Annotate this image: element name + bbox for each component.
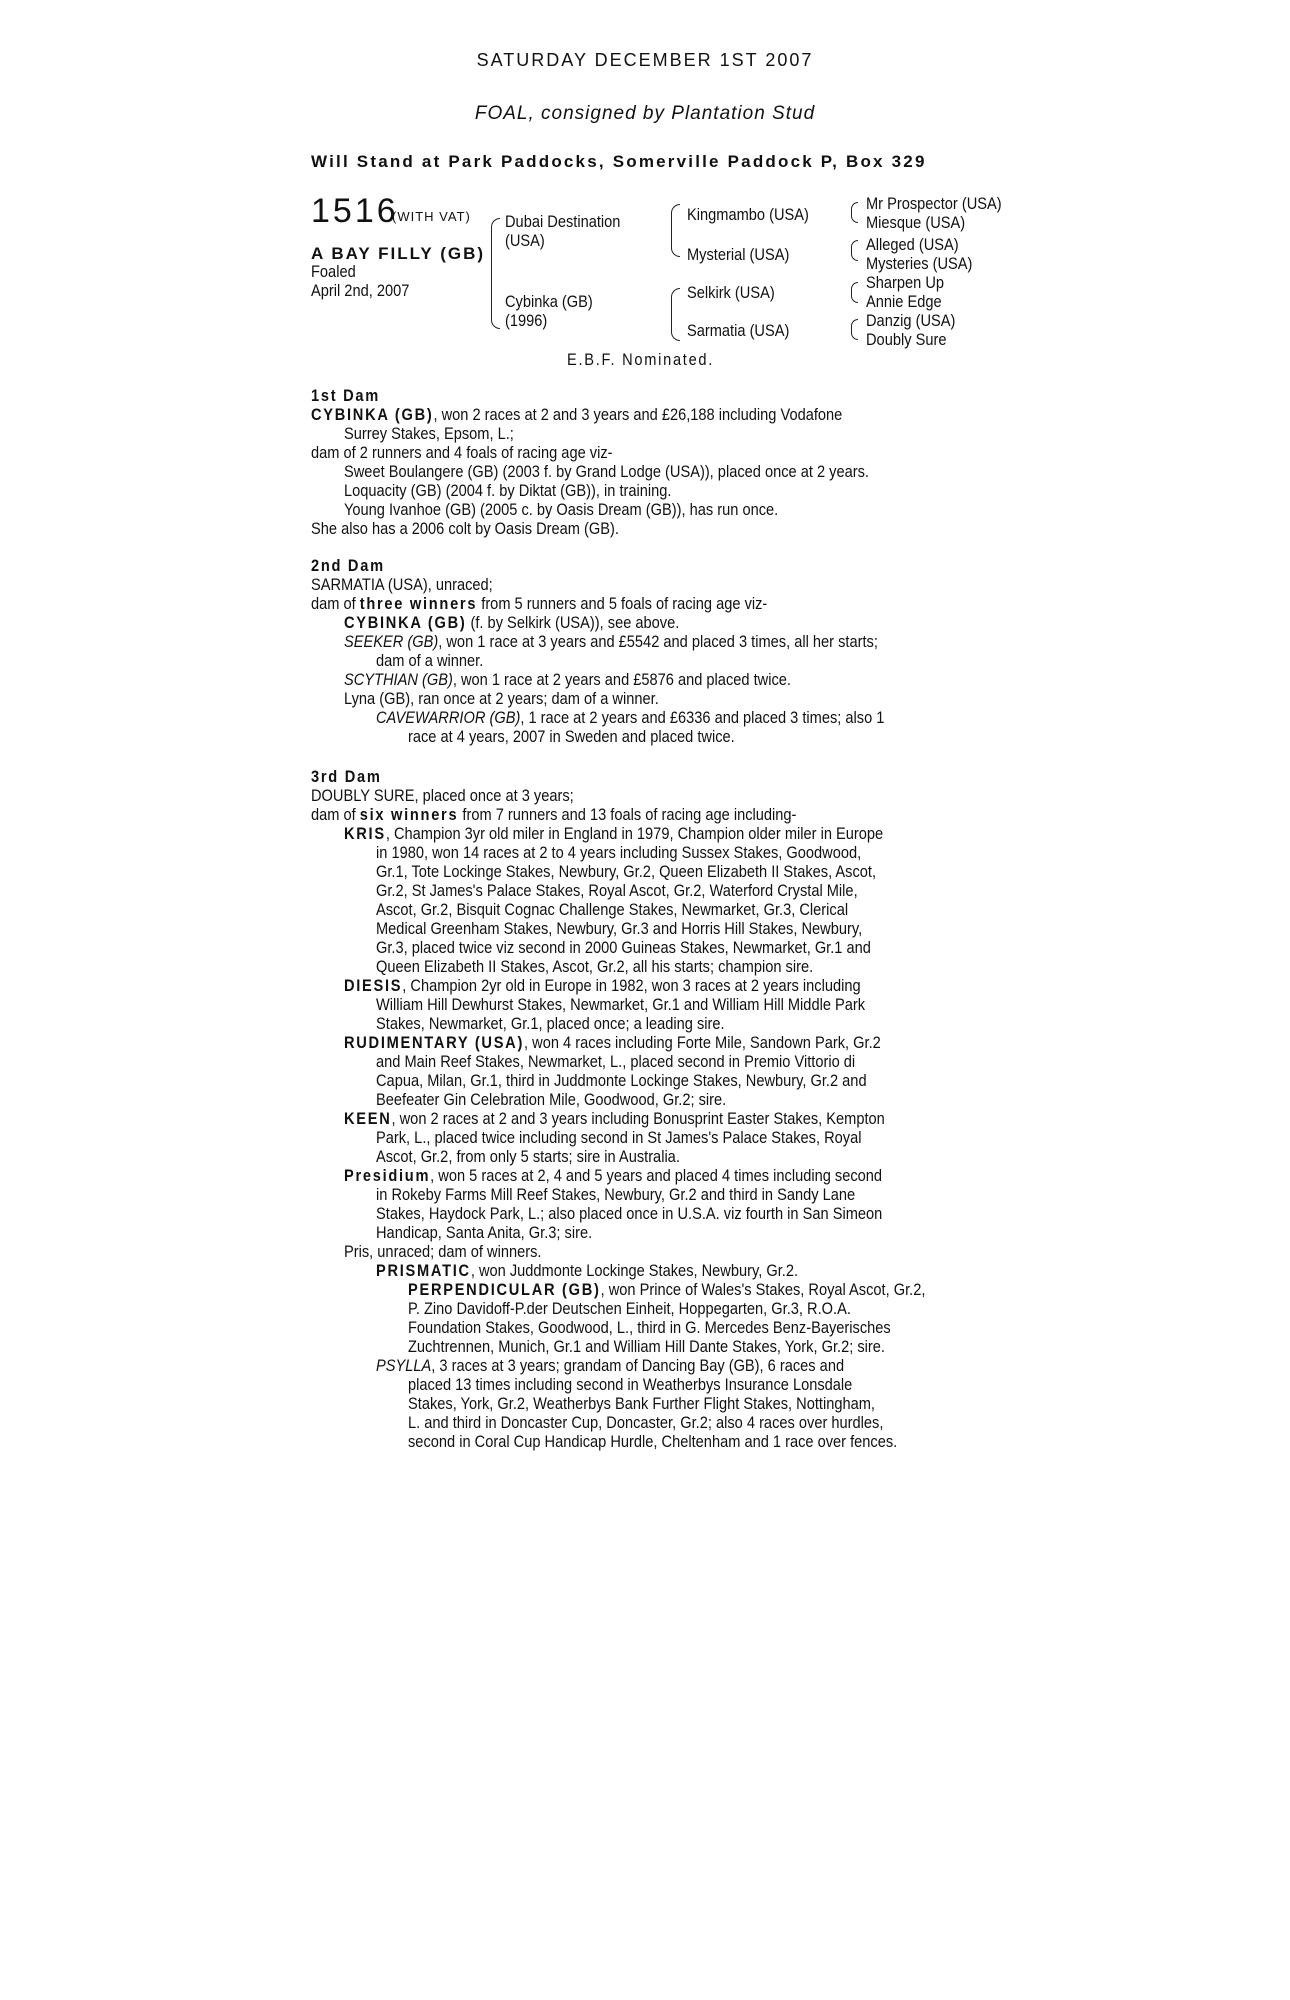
pedigree-line <box>344 824 883 843</box>
pedigree-line: Ascot, Gr.2, Bisquit Cognac Challenge Stakes, Newmarket, Gr.3, Clerical <box>376 900 849 919</box>
highlighted-name: CYBINKA (GB) <box>344 613 467 632</box>
highlighted-name: RUDIMENTARY (USA) <box>344 1033 525 1052</box>
pedigree-line: Beefeater Gin Celebration Mile, Goodwood, Gr.2; sire. <box>376 1090 727 1109</box>
grandsire-paternal: Kingmambo (USA) <box>687 205 809 224</box>
pedigree-line: Gr.2, St James's Palace Stakes, Royal Ascot, Gr.2, Waterford Crystal Mile, <box>376 881 858 900</box>
pedigree-line: Foundation Stakes, Goodwood, L., third in G. Mercedes Benz-Bayerisches <box>408 1318 891 1337</box>
italic-name: PSYLLA <box>376 1356 432 1375</box>
pedigree-line: Young Ivanhoe (GB) (2005 c. by Oasis Dream (GB)), has run once. <box>344 500 779 519</box>
pedigree-line: Handicap, Santa Anita, Gr.3; sire. <box>376 1223 593 1242</box>
italic-name: SEEKER (GB) <box>344 632 439 651</box>
pedigree-line: L. and third in Doncaster Cup, Doncaster, Gr.2; also 4 races over hurdles, <box>408 1413 884 1432</box>
line-text: , 3 races at 3 years; grandam of Dancing Bay (GB), 6 races and <box>431 1356 845 1375</box>
section-heading: 1st Dam <box>311 386 380 405</box>
sire-parents-bracket-lower <box>671 230 680 257</box>
line-text: , Champion 3yr old miler in England in 1979, Champion older miler in Europe <box>385 824 884 843</box>
pedigree-line <box>376 708 884 727</box>
highlighted-name: Presidium <box>344 1166 431 1185</box>
gen3-bracket-4b <box>851 329 858 340</box>
line-text: , won Juddmonte Lockinge Stakes, Newbury, Gr.2. <box>470 1261 799 1280</box>
gen3-ancestor-7: Danzig (USA) <box>866 311 956 330</box>
line-text: , won 1 race at 3 years and £5542 and placed 3 times, all her starts; <box>438 632 878 651</box>
line-text: , 1 race at 2 years and £6336 and placed 3 times; also 1 <box>520 708 885 727</box>
highlighted-name: PERPENDICULAR (GB) <box>408 1280 601 1299</box>
pedigree-line: second in Coral Cup Handicap Hurdle, Cheltenham and 1 race over fences. <box>408 1432 898 1451</box>
pedigree-line: Gr.1, Tote Lockinge Stakes, Newbury, Gr.2, Queen Elizabeth II Stakes, Ascot, <box>376 862 877 881</box>
line-prefix: dam of <box>311 594 360 613</box>
pedigree-line: P. Zino Davidoff-P.der Deutschen Einheit, Hoppegarten, Gr.3, R.O.A. <box>408 1299 851 1318</box>
pedigree-line <box>344 670 791 689</box>
gen3-ancestor-6: Annie Edge <box>866 292 942 311</box>
pedigree-line <box>408 1280 925 1299</box>
pedigree-line: Ascot, Gr.2, from only 5 starts; sire in Australia. <box>376 1147 680 1166</box>
gen3-ancestor-8: Doubly Sure <box>866 330 947 349</box>
pedigree-line: Stakes, Haydock Park, L.; also placed once in U.S.A. viz fourth in San Simeon <box>376 1204 883 1223</box>
pedigree-line <box>376 1356 844 1375</box>
line-text: , won 4 races including Forte Mile, Sandown Park, Gr.2 <box>524 1033 881 1052</box>
dam-year: (1996) <box>505 311 548 330</box>
pedigree-line: SARMATIA (USA), unraced; <box>311 575 493 594</box>
gen3-ancestor-2: Miesque (USA) <box>866 213 966 232</box>
pedigree-line: and Main Reef Stakes, Newmarket, L., placed second in Premio Vittorio di <box>376 1052 856 1071</box>
pedigree-line: Medical Greenham Stakes, Newbury, Gr.3 and Horris Hill Stakes, Newbury, <box>376 919 863 938</box>
foaled-label: Foaled <box>311 262 356 281</box>
pedigree-line <box>311 594 767 613</box>
ebf-nominated: E.B.F. Nominated. <box>567 350 715 369</box>
grandsire-maternal: Selkirk (USA) <box>687 283 775 302</box>
pedigree-line: Lyna (GB), ran once at 2 years; dam of a winner. <box>344 689 659 708</box>
pedigree-line: Stakes, Newmarket, Gr.1, placed once; a leading sire. <box>376 1014 725 1033</box>
consignor-line: FOAL, consigned by Plantation Stud <box>474 103 816 124</box>
pedigree-line: She also has a 2006 colt by Oasis Dream (GB). <box>311 519 619 538</box>
line-text: , won 5 races at 2, 4 and 5 years and placed 4 times including second <box>430 1166 883 1185</box>
pedigree-line: Stakes, York, Gr.2, Weatherbys Bank Further Flight Stakes, Nottingham, <box>408 1394 875 1413</box>
gen3-ancestor-1: Mr Prospector (USA) <box>866 194 1002 213</box>
highlighted-name: KEEN <box>344 1109 392 1128</box>
line-text: from 5 runners and 5 foals of racing age viz- <box>477 594 768 613</box>
highlighted-name: three winners <box>359 594 478 613</box>
pedigree-line: Capua, Milan, Gr.1, third in Juddmonte Lockinge Stakes, Newbury, Gr.2 and <box>376 1071 867 1090</box>
dam-parents-bracket-lower <box>671 314 680 341</box>
pedigree-line: race at 4 years, 2007 in Sweden and placed twice. <box>408 727 735 746</box>
dam-parents-bracket <box>671 288 680 315</box>
line-text: (f. by Selkirk (USA)), see above. <box>466 613 680 632</box>
gen3-bracket-2b <box>851 250 858 261</box>
sire-origin: (USA) <box>505 231 545 250</box>
gen3-ancestor-3: Alleged (USA) <box>866 235 959 254</box>
line-text: from 7 runners and 13 foals of racing age including- <box>458 805 797 824</box>
lot-description: A BAY FILLY (GB) <box>311 244 486 263</box>
pedigree-line <box>311 405 842 424</box>
dam-bracket <box>491 278 500 329</box>
line-text: , won 2 races at 2 and 3 years and £26,188 including Vodafone <box>433 405 843 424</box>
pedigree-line: Surrey Stakes, Epsom, L.; <box>344 424 514 443</box>
pedigree-line: Loquacity (GB) (2004 f. by Diktat (GB)), in training. <box>344 481 672 500</box>
highlighted-name: six winners <box>359 805 459 824</box>
foaled-date: April 2nd, 2007 <box>311 281 410 300</box>
pedigree-line <box>344 632 878 651</box>
dam-name: Cybinka (GB) <box>505 292 593 311</box>
pedigree-line <box>344 976 861 995</box>
vat-note: (WITH VAT) <box>392 209 471 224</box>
pedigree-line <box>344 1109 885 1128</box>
granddam-maternal: Sarmatia (USA) <box>687 321 790 340</box>
section-heading: 2nd Dam <box>311 556 385 575</box>
pedigree-line: William Hill Dewhurst Stakes, Newmarket, Gr.1 and William Hill Middle Park <box>376 995 866 1014</box>
pedigree-line: Sweet Boulangere (GB) (2003 f. by Grand Lodge (USA)), placed once at 2 years. <box>344 462 869 481</box>
line-text: , won Prince of Wales's Stakes, Royal Ascot, Gr.2, <box>600 1280 926 1299</box>
pedigree-line: in Rokeby Farms Mill Reef Stakes, Newbury, Gr.2 and third in Sandy Lane <box>376 1185 856 1204</box>
sire-parents-bracket <box>671 204 680 231</box>
gen3-ancestor-4: Mysteries (USA) <box>866 254 973 273</box>
granddam-paternal: Mysterial (USA) <box>687 245 790 264</box>
pedigree-line: placed 13 times including second in Weatherbys Insurance Lonsdale <box>408 1375 853 1394</box>
pedigree-line <box>344 1166 882 1185</box>
highlighted-name: KRIS <box>344 824 386 843</box>
gen3-bracket-1b <box>851 212 858 223</box>
line-text: , won 1 race at 2 years and £5876 and placed twice. <box>452 670 791 689</box>
sire-bracket <box>491 218 500 279</box>
pedigree-line <box>344 613 679 632</box>
lot-number: 1516 <box>311 192 399 230</box>
pedigree-line <box>311 805 796 824</box>
line-prefix: dam of <box>311 805 360 824</box>
highlighted-name: CYBINKA (GB) <box>311 405 434 424</box>
gen3-ancestor-5: Sharpen Up <box>866 273 945 292</box>
pedigree-line: dam of 2 runners and 4 foals of racing age viz- <box>311 443 613 462</box>
pedigree-line: Park, L., placed twice including second in St James's Palace Stakes, Royal <box>376 1128 862 1147</box>
pedigree-line: Gr.3, placed twice viz second in 2000 Guineas Stakes, Newmarket, Gr.1 and <box>376 938 871 957</box>
section-heading: 3rd Dam <box>311 767 382 786</box>
pedigree-line: Zuchtrennen, Munich, Gr.1 and William Hill Dante Stakes, York, Gr.2; sire. <box>408 1337 885 1356</box>
pedigree-line: DOUBLY SURE, placed once at 3 years; <box>311 786 574 805</box>
highlighted-name: DIESIS <box>344 976 403 995</box>
pedigree-line: in 1980, won 14 races at 2 to 4 years including Sussex Stakes, Goodwood, <box>376 843 862 862</box>
pedigree-line: Pris, unraced; dam of winners. <box>344 1242 542 1261</box>
stabling-location: Will Stand at Park Paddocks, Somerville Paddock P, Box 329 <box>311 152 927 171</box>
pedigree-line <box>376 1261 798 1280</box>
pedigree-line <box>344 1033 881 1052</box>
pedigree-line: dam of a winner. <box>376 651 484 670</box>
sale-date: SATURDAY DECEMBER 1ST 2007 <box>476 50 814 70</box>
line-text: , Champion 2yr old in Europe in 1982, won 3 races at 2 years including <box>402 976 861 995</box>
gen3-bracket-3b <box>851 292 858 303</box>
italic-name: SCYTHIAN (GB) <box>344 670 453 689</box>
line-text: , won 2 races at 2 and 3 years including Bonusprint Easter Stakes, Kempton <box>391 1109 885 1128</box>
highlighted-name: PRISMATIC <box>376 1261 471 1280</box>
pedigree-line: Queen Elizabeth II Stakes, Ascot, Gr.2, all his starts; champion sire. <box>376 957 814 976</box>
italic-name: CAVEWARRIOR (GB) <box>376 708 521 727</box>
sire-name: Dubai Destination <box>505 212 621 231</box>
